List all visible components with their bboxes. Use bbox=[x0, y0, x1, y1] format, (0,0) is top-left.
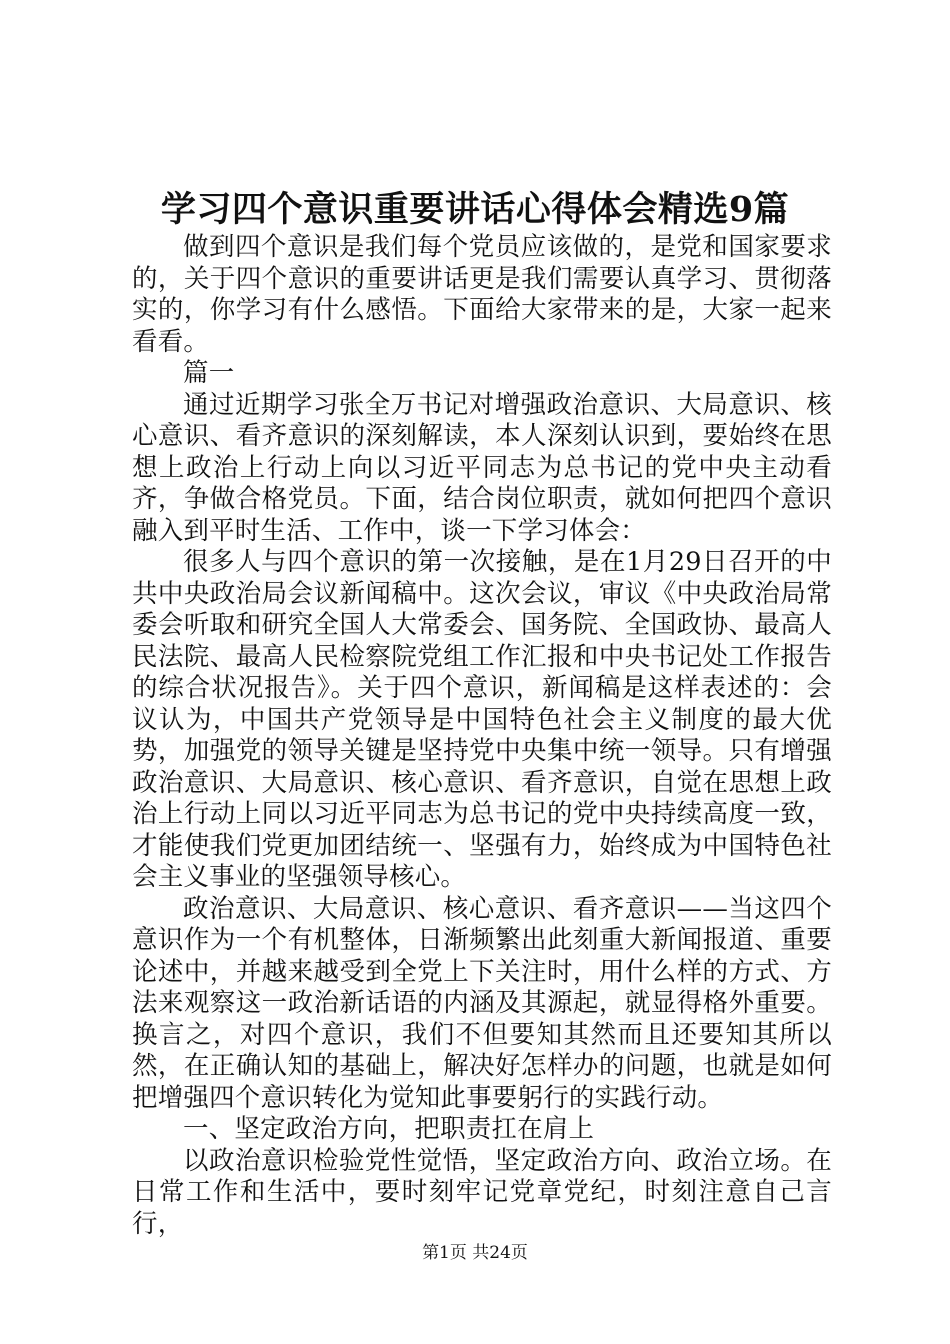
page-number-footer: 第1页 共24页 bbox=[422, 1243, 528, 1263]
document-title: 学习四个意识重要讲话心得体会精选9篇 bbox=[160, 189, 790, 230]
document-body bbox=[132, 232, 832, 1240]
body-paragraph: 很多人与四个意识的第一次接触，是在1月29日召开的中共中央政治局会议新闻稿中。这次会议，审议《中央政治局常委会听取和研究全国人大常委会、国务院、全国政协、最高人民法院、最高人民检察院党组工作汇报和中央书记处工作报告的综合状况报告》。关于四个意识，新闻稿是这样表述的：会议认为，中国共产党领导是中国特色社会主义制度的最大优势，加强党的领导关键是坚持党中央集中统一领导。只有增强政治意识、大局意识、核心意识、看齐意识，自觉在思想上政治上行动上同以习近平同志为总书记的党中央持续高度一致，才能使我们党更加团结统一、坚强有力，始终成为中国特色社会主义事业的坚强领导核心。 bbox=[132, 547, 832, 892]
intro-paragraph: 做到四个意识是我们每个党员应该做的，是党和国家要求的，关于四个意识的重要讲话更是我们需要认真学习、贯彻落实的，你学习有什么感悟。下面给大家带来的是，大家一起来看看。 bbox=[132, 232, 832, 357]
subsection-heading: 一、坚定政治方向，把职责扛在肩上 bbox=[183, 1114, 595, 1144]
section-heading-part-one: 篇一 bbox=[183, 358, 235, 388]
body-paragraph: 通过近期学习张全万书记对增强政治意识、大局意识、核心意识、看齐意识的深刻解读，本人深刻认识到，要始终在思想上政治上行动上向以习近平同志为总书记的党中央主动看齐，争做合格党员。下面，结合岗位职责，就如何把四个意识融入到平时生活、工作中，谈一下学习体会： bbox=[132, 389, 832, 546]
body-paragraph: 政治意识、大局意识、核心意识、看齐意识——当这四个意识作为一个有机整体，日渐频繁出此刻重大新闻报道、重要论述中，并越来越受到全党上下关注时，用什么样的方式、方法来观察这一政治新话语的内涵及其源起，就显得格外重要。换言之，对四个意识，我们不但要知其然而且还要知其所以然，在正确认知的基础上，解决好怎样办的问题，也就是如何把增强四个意识转化为觉知此事要躬行的实践行动。 bbox=[132, 893, 832, 1113]
body-paragraph: 以政治意识检验党性觉悟，坚定政治方向、政治立场。在日常工作和生活中，要时刻牢记党章党纪，时刻注意自己言行， bbox=[132, 1145, 832, 1239]
